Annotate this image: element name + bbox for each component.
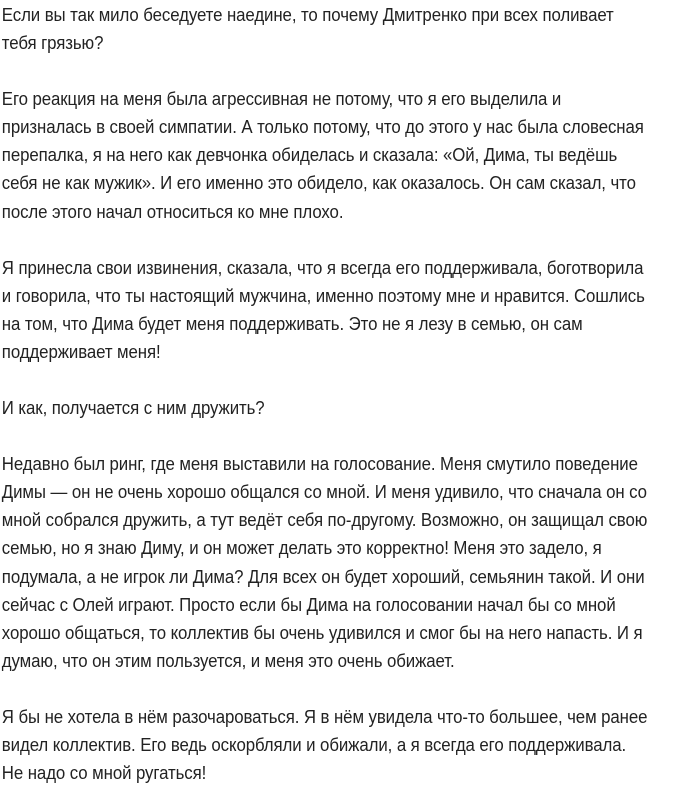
text-line: тебя грязью? [1, 32, 104, 54]
text-line: Недавно был ринг, где меня выставили на голосование. Меня смутило поведение [1, 453, 638, 475]
answer-paragraph [2, 450, 690, 675]
text-line: Если вы так мило беседуете наедине, то почему Дмитренко при всех поливает [1, 4, 614, 25]
text-line: Я принесла свои извинения, сказала, что я всегда его поддерживала, боготворила [1, 256, 644, 278]
text-line: поддерживает меня! [1, 340, 161, 362]
text-line: И как, получается с ним дружить? [1, 397, 265, 419]
text-line: Димы — он не очень хорошо общался со мной. И меня удивило, что сначала он со [1, 481, 647, 503]
text-line: после этого начал относиться ко мне плохо. [1, 200, 344, 222]
text-line: Я бы не хотела в нём разочароваться. Я в нём увидела что-то большее, чем ранее [1, 705, 648, 727]
text-line: думаю, что он этим пользуется, и меня это очень обижает. [1, 649, 455, 671]
text-line: на том, что Дима будет меня поддерживать. Это не я лезу в семью, он сам [1, 312, 583, 334]
text-line: и говорила, что ты настоящий мужчина, именно поэтому мне и нравится. Сошлись [1, 284, 645, 306]
text-line: подумала, а не игрок ли Дима? Для всех он будет хороший, семьянин такой. И они [1, 565, 645, 587]
text-line: себя не как мужик». И его именно это обидело, как оказалось. Он сам сказал, что [1, 172, 636, 194]
text-line: мной собрался дружить, а тут ведёт себя по-другому. Возможно, он защищал свою [1, 509, 648, 531]
question-paragraph [2, 1, 690, 57]
answer-paragraph [2, 254, 690, 366]
text-line: хорошо общаться, то коллектив бы очень удивился и смог бы на него напасть. И я [1, 621, 643, 643]
text-line: сейчас с Олей играют. Просто если бы Дима на голосовании начал бы со мной [1, 593, 616, 615]
text-line: Не надо со мной ругаться! [1, 762, 207, 784]
answer-paragraph [2, 703, 690, 787]
text-line: Его реакция на меня была агрессивная не потому, что я его выделила и [1, 88, 562, 110]
question-paragraph [2, 394, 690, 422]
text-line: видел коллектив. Его ведь оскорбляли и обижали, а я всегда его поддерживала. [1, 733, 627, 755]
text-line: призналась в своей симпатии. А только потому, что до этого у нас была словесная [1, 116, 644, 138]
text-line: семью, но я знаю Диму, и он может делать это корректно! Меня это задело, я [1, 537, 602, 559]
answer-paragraph [2, 85, 690, 225]
text-line: перепалка, я на него как девчонка обиделась и сказала: «Ой, Дима, ты ведёшь [1, 144, 618, 166]
